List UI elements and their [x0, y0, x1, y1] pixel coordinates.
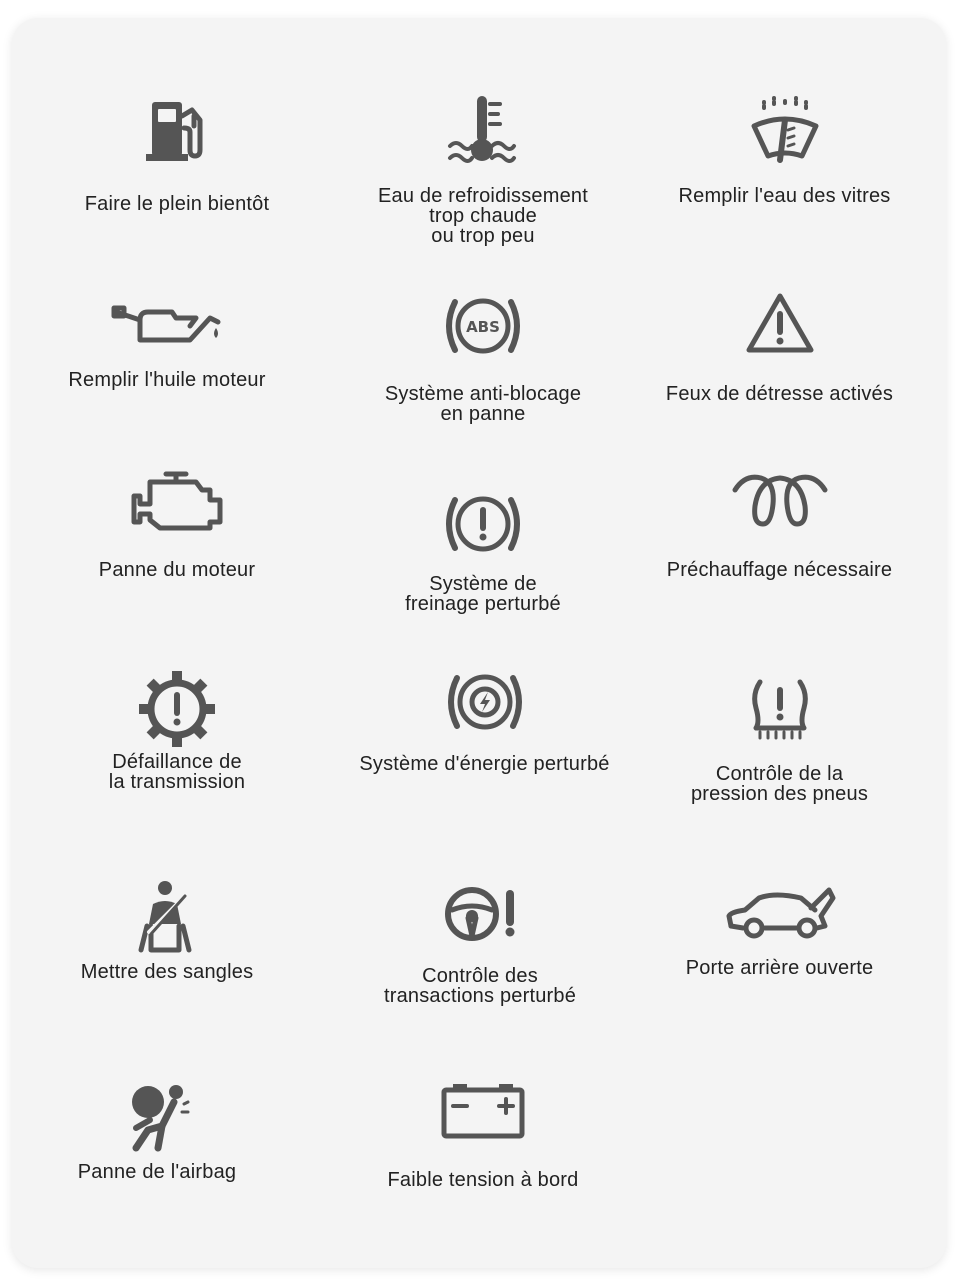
label-line: Remplir l'huile moteur: [68, 369, 266, 391]
item-battery: [358, 1082, 608, 1190]
tire-pressure-icon: [748, 678, 812, 742]
item-glow: [652, 470, 907, 580]
label-line: Système anti-blocage: [384, 383, 582, 405]
item-hazard: [652, 292, 907, 404]
item-abs: [358, 296, 608, 424]
item-washer: [652, 98, 917, 206]
item-tire: [652, 678, 907, 804]
item-airbag: [32, 1082, 282, 1182]
label-line: Préchauffage nécessaire: [666, 559, 893, 581]
label-line: transactions perturbé: [383, 985, 577, 1007]
oil-can-icon: [112, 300, 222, 346]
item-power: [342, 672, 627, 774]
item-trunk: [652, 886, 907, 978]
label-line: Faire le plein bientôt: [84, 193, 270, 215]
label-line: ou trop peu: [431, 225, 535, 247]
item-fuel: [52, 96, 302, 214]
steering-warning-icon: [442, 884, 518, 944]
brake-warning-icon: [443, 494, 523, 554]
label-line: la transmission: [108, 771, 246, 793]
fuel-pump-icon: [142, 96, 212, 166]
item-transmission: [52, 670, 302, 792]
transmission-gear-warning-icon: [138, 670, 216, 748]
label-line: Eau de refroidissement: [377, 185, 589, 207]
item-brake: [358, 494, 608, 614]
label-line: Faible tension à bord: [387, 1169, 579, 1191]
airbag-icon: [122, 1082, 192, 1152]
trunk-open-icon: [725, 886, 835, 940]
label-line: trop chaude: [429, 205, 537, 227]
label-line: Défaillance de: [112, 751, 242, 773]
item-engine: [52, 470, 302, 580]
item-oil: [42, 300, 292, 390]
label-line: Panne de l'airbag: [77, 1161, 237, 1183]
battery-icon: [441, 1082, 525, 1140]
seatbelt-icon: [137, 880, 197, 954]
label-line: Système d'énergie perturbé: [359, 753, 610, 775]
label-line: Système de: [429, 573, 537, 595]
abs-text: ABS: [466, 318, 500, 336]
engine-check-icon: [130, 470, 224, 534]
item-steering: [350, 884, 610, 1006]
item-coolant: [358, 94, 608, 246]
label-line: en panne: [440, 403, 526, 425]
label-line: Contrôle des: [422, 965, 538, 987]
label-line: Porte arrière ouverte: [685, 957, 874, 979]
label-line: Panne du moteur: [98, 559, 256, 581]
label-line: pression des pneus: [690, 783, 869, 805]
windshield-washer-icon: [750, 98, 820, 164]
label-line: Mettre des sangles: [80, 961, 254, 983]
label-line: Feux de détresse activés: [665, 383, 894, 405]
hazard-triangle-icon: [745, 292, 815, 354]
abs-warning-icon: [443, 296, 523, 356]
glow-plug-icon: [731, 470, 829, 528]
label-line: Contrôle de la: [715, 763, 844, 785]
label-line: freinage perturbé: [405, 593, 561, 615]
label-line: Remplir l'eau des vitres: [678, 185, 891, 207]
power-system-warning-icon: [445, 672, 525, 732]
item-seatbelt: [42, 880, 292, 982]
warning-lights-card: [12, 18, 946, 1268]
coolant-temperature-icon: [448, 94, 518, 164]
